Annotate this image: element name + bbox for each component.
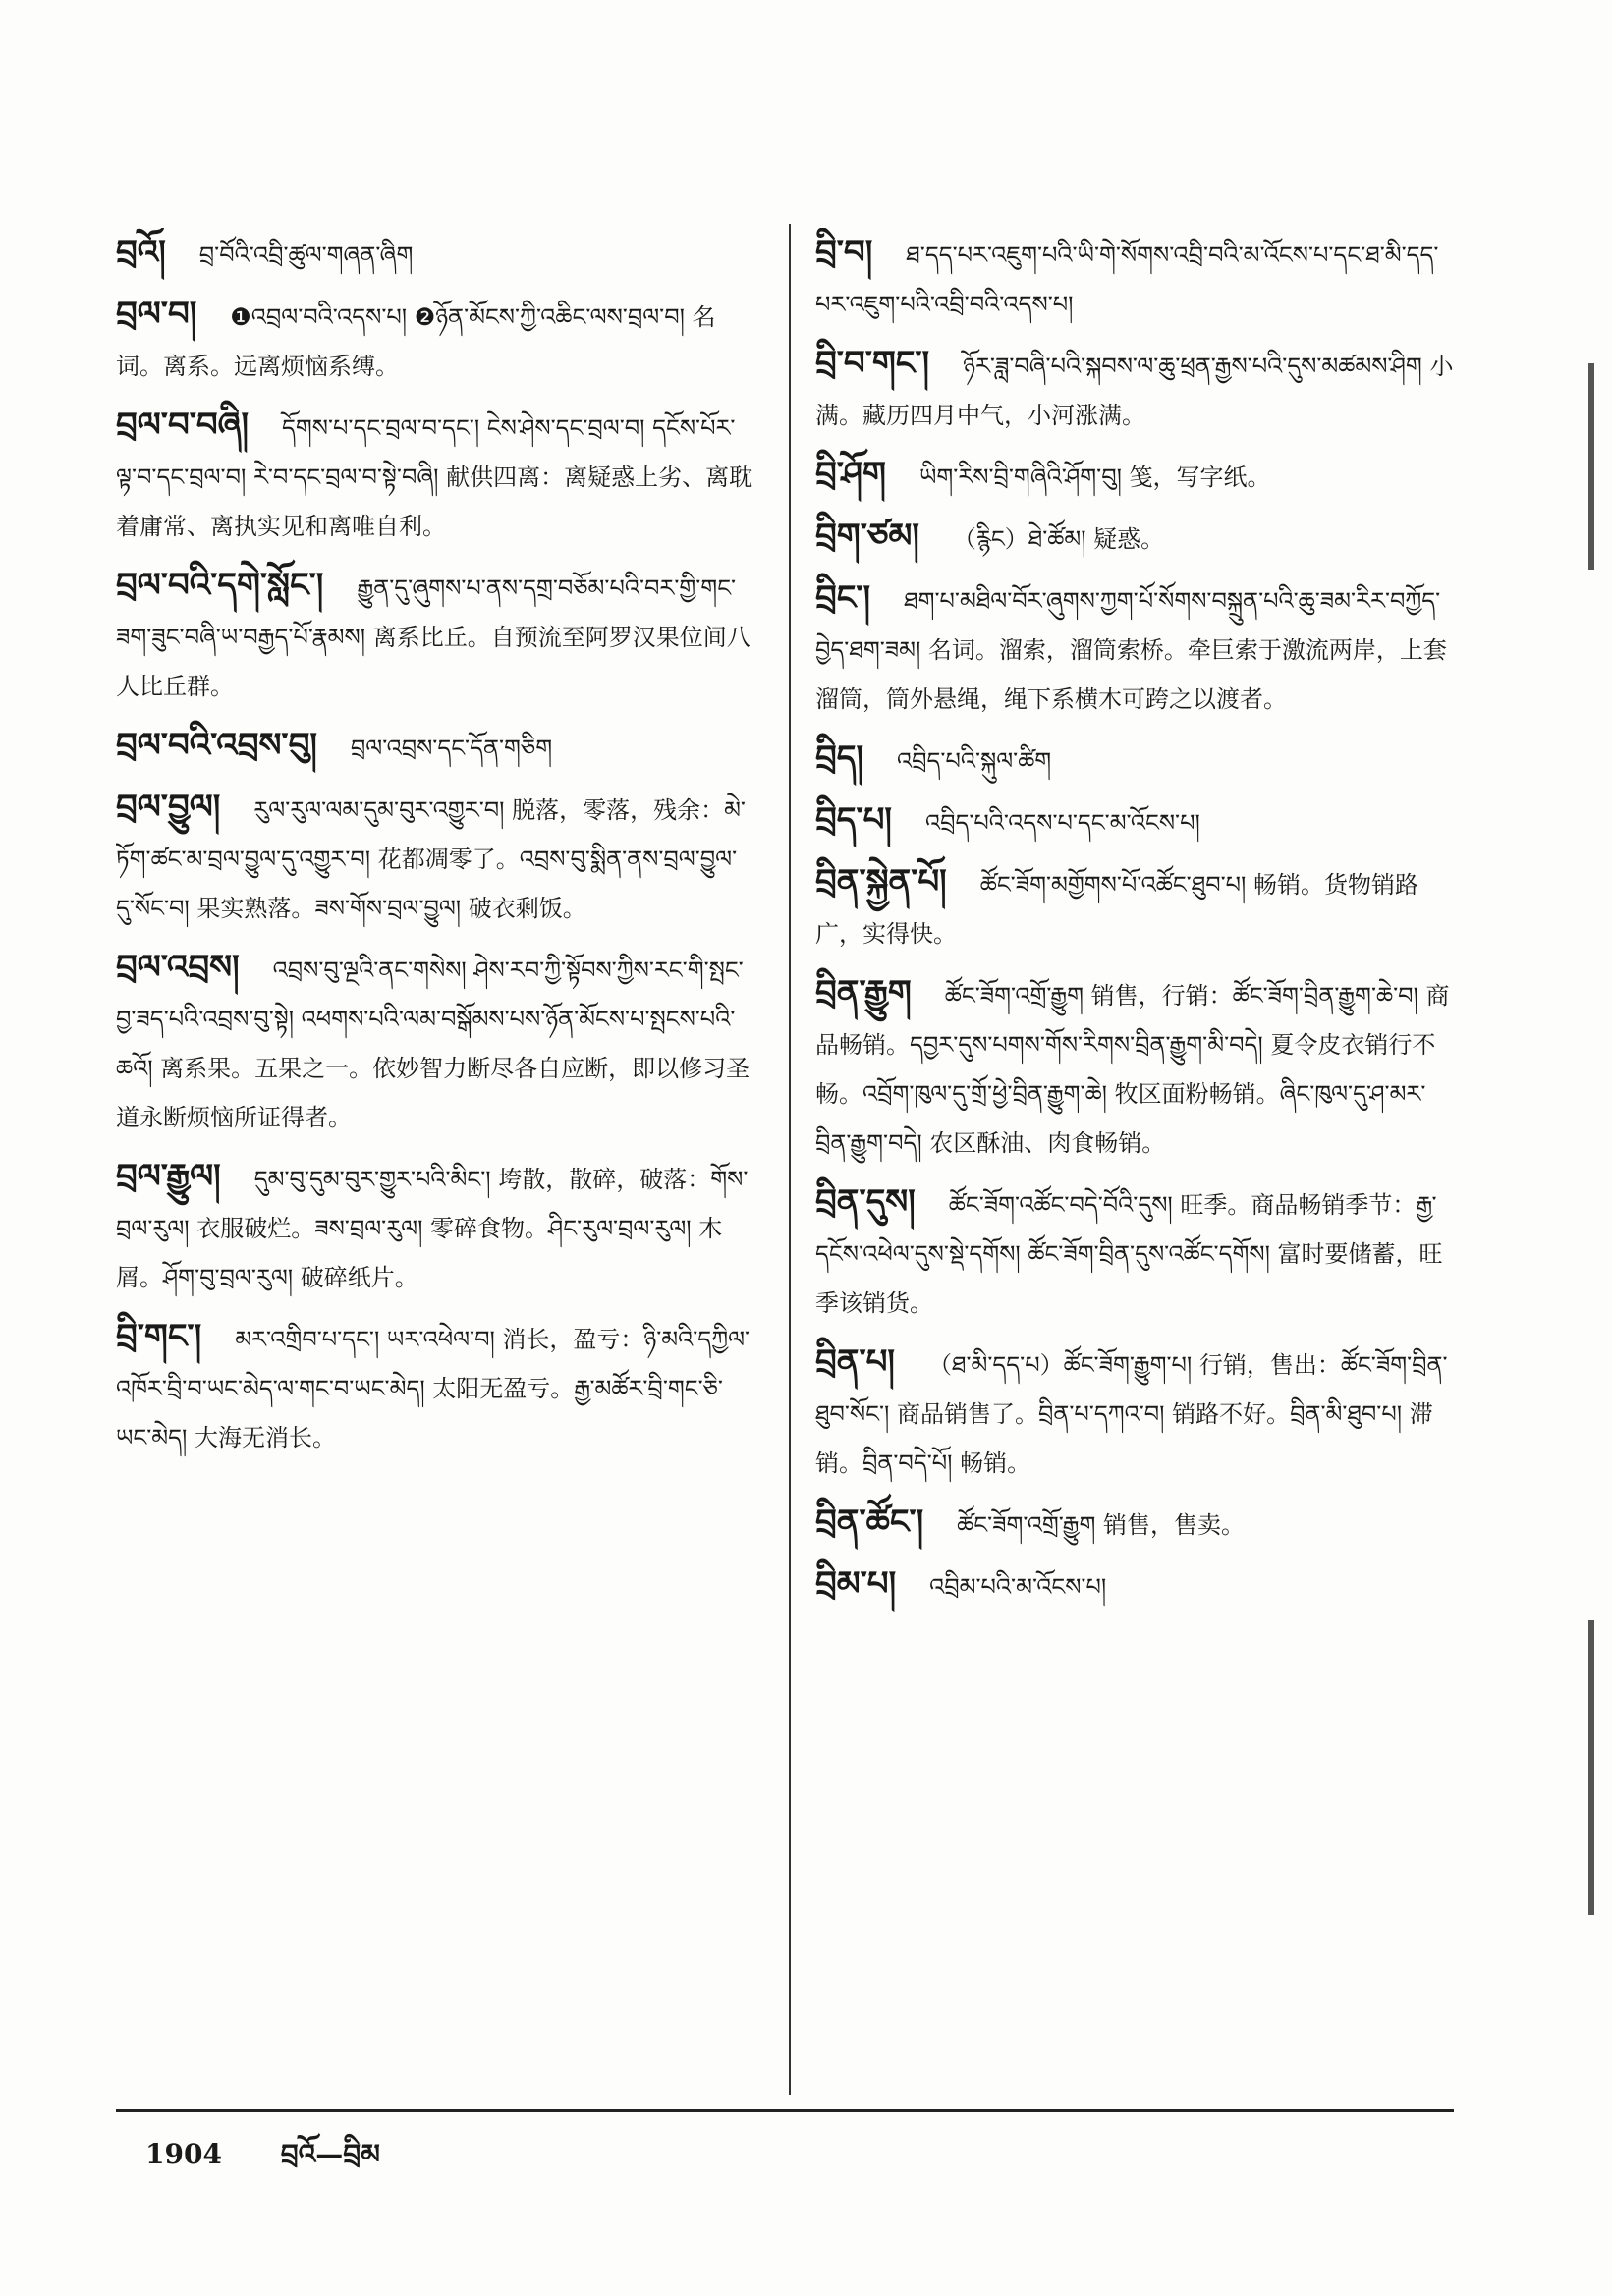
- entry-headword: བྲི་གང་།: [116, 1317, 202, 1356]
- entry-headword: བྲལ་བ་བཞི།: [116, 406, 250, 445]
- entry-headword: བྲི་བ་གང་།: [815, 344, 930, 383]
- dictionary-entry: [815, 734, 1454, 786]
- entry-headword: བྲི་ཤོག: [815, 455, 886, 494]
- page-number: 1904: [145, 2138, 222, 2170]
- dictionary-entry: [116, 1152, 754, 1302]
- running-head: བྲའོ—བྲིམ: [280, 2138, 380, 2170]
- entry-headword: བྲལ་འབྲས།: [116, 948, 240, 987]
- dictionary-entry: [815, 339, 1454, 440]
- dictionary-entry: [815, 512, 1454, 564]
- entry-definition: ཐག་པ་མཐིལ་བོར་ཞུགས་ཀྱག་པོ་སོགས་བསྐྲུན་པའི་ཆུ་ཟམ་རིར་བཀྱོད་བྱེད་ཐག་ཟམ། 名词。溜索，溜筒索桥。牵巨索于激流两岸，上套溜筒，筒外悬绳，绳下系横木可跨之以渡者。: [815, 587, 1447, 713]
- dictionary-entry: [815, 795, 1454, 847]
- dictionary-entry: [116, 228, 754, 280]
- dictionary-entry: [116, 561, 754, 711]
- dictionary-entry: [815, 968, 1454, 1168]
- entry-headword: བྲིན་པ།: [815, 1342, 895, 1382]
- entry-headword: བྲིན་རྒྱུག: [815, 973, 912, 1012]
- entry-headword: བྲལ་བྱུལ།: [116, 788, 221, 827]
- dictionary-entry: [815, 574, 1454, 724]
- page-footer: [145, 2123, 380, 2201]
- entry-headword: བྲིན་སྐྱེན་པོ།: [815, 862, 947, 902]
- left-column: [116, 228, 754, 2104]
- dictionary-entry: [815, 1338, 1454, 1488]
- entry-definition: （ཐ་མི་དད་པ）ཚོང་ཟོག་རྒྱུག་པ། 行销，售出：ཚོང་ཟོག་བྲིན་ཐུབ་སོང་། 商品销售了。བྲིན་པ་དཀའ་བ། 销路不好。བྲིན་མི་ཐུབ་པ། 滞销。བྲིན་བདེ་པོ། 畅销。: [815, 1351, 1448, 1477]
- entry-definition: བྲལ་འབྲས་དང་དོན་གཅིག: [350, 735, 553, 762]
- entry-definition: ཐ་དད་པར་འཇུག་པའི་ཡི་གེ་སོགས་འབྲི་བའི་མ་འོངས་པ་དང་ཐ་མི་དད་པར་འཇུག་པའི་འབྲི་བའི་འདས་པ།: [815, 242, 1439, 318]
- entry-definition: ❶འབྲལ་བའི་འདས་པ། ❷ཉོན་མོངས་ཀྱི་འཆིང་ལས་བྲལ་བ། 名词。离系。远离烦恼系缚。: [116, 303, 716, 380]
- entry-headword: བྲིད་པ།: [815, 800, 892, 840]
- dictionary-entry: [815, 857, 1454, 958]
- entry-definition: འབྲས་བུ་ལྔའི་ནང་གསེས། ཤེས་རབ་ཀྱི་སྟོབས་ཀྱིས་རང་གི་སྤང་བྱ་ཟད་པའི་འབྲས་བུ་སྟེ། འཕགས་པའི་ལམ་བསྒོམས་པས་ཉོན་མོངས་པ་སྤངས་པའི་ཆའོ། 离系果。五果之一。依妙智力断尽各自应断，即以修习圣道永断烦恼所证得者。: [116, 957, 750, 1131]
- dictionary-entry: [116, 783, 754, 933]
- dictionary-entry: [815, 1559, 1454, 1612]
- entry-definition: （རྙིང）ཐེ་ཚོམ། 疑惑。: [952, 525, 1165, 553]
- entry-headword: བྲལ་བའི་འབྲས་བུ།: [116, 726, 317, 765]
- entry-definition: མར་འགྲིབ་པ་དང་། ཡར་འཕེལ་བ། 消长，盈亏：ཉི་མའི་དཀྱིལ་འཁོར་བྲི་བ་ཡང་མེད་ལ་གང་བ་ཡང་མེད། 太阳无盈亏。རྒྱ་མཚོར་བྲི་གང་ཅི་ཡང་མེད། 大海无消长。: [116, 1326, 750, 1451]
- entry-definition: འབྲིམ་པའི་མ་འོངས་པ།: [929, 1573, 1107, 1601]
- dictionary-entry: [116, 1312, 754, 1462]
- entry-definition: ཚོང་ཟོག་འཚོང་བདེ་བོའི་དུས། 旺季。商品畅销季节：རྒྱ་དངོས་འཕེལ་དུས་སྡེ་དགོས། ཚོང་ཟོག་བྲིན་དུས་འཚོང་དགོས། 富时要储蓄，旺季该销货。: [815, 1191, 1443, 1317]
- entry-headword: བྲི་བ།: [815, 233, 873, 272]
- entry-definition: ཡིག་རིས་བྲི་གཞིའི་ཤོག་བུ། 笺，写字纸。: [918, 464, 1271, 491]
- entry-headword: བྲིད།: [815, 738, 864, 778]
- entry-headword: བྲའོ།: [116, 233, 166, 272]
- dictionary-entry: [815, 228, 1454, 329]
- entry-headword: བྲིན་དུས།: [815, 1182, 916, 1222]
- entry-headword: བྲལ་བའི་དགེ་སློང་།: [116, 566, 324, 605]
- dictionary-entry: [815, 1177, 1454, 1328]
- entry-definition: རྒྱུན་དུ་ཞུགས་པ་ནས་དགྲ་བཅོམ་པའི་བར་གྱི་གང་ཟག་ཟུང་བཞི་ཡ་བརྒྱད་པོ་རྣམས། 离系比丘。自预流至阿罗汉果位间八人比丘群。: [116, 574, 750, 700]
- footer-rule: [116, 2109, 1454, 2112]
- entry-definition: དོགས་པ་དང་བྲལ་བ་དང་། ངེས་ཤེས་དང་བྲལ་བ། དངོས་པོར་ལྟ་བ་དང་བྲལ་བ། རེ་བ་དང་བྲལ་བ་སྟེ་བཞི། 献供四离：离疑惑上劣、离耽着庸常、离执实见和离唯自利。: [116, 414, 753, 540]
- entry-definition: ཚོང་ཟོག་མགྱོགས་པོ་འཚོང་ཐུབ་པ། 畅销。货物销路广，实得快。: [815, 871, 1418, 948]
- entry-headword: བྲལ་བ།: [116, 295, 197, 334]
- entry-definition: ཚོང་ཟོག་འགྲོ་རྒྱུག 销售，售卖。: [957, 1511, 1245, 1539]
- entry-headword: བྲིག་ཙམ།: [815, 517, 919, 556]
- entry-definition: ཚོང་ཟོག་འགྲོ་རྒྱུག 销售，行销：ཚོང་ཟོག་བྲིན་རྒྱུག་ཆེ་བ། 商品畅销。དབྱར་དུས་པགས་གོས་རིགས་བྲིན་རྒྱུག་མི་བདེ། 夏令皮衣销行不畅。འབྲོག་ཁུལ་དུ་གྲོ་ཕྱེ་བྲིན་རྒྱུག་ཆེ། 牧区面粉畅销。ཞིང་ཁུལ་དུ་ཤ་མར་བྲིན་རྒྱུག་བདེ། 农区酥油、肉食畅销。: [815, 982, 1450, 1157]
- entry-definition: རུལ་རུལ་ལམ་དུམ་བུར་འགྱུར་བ། 脱落，零落，残余：མེ་ཏོག་ཚང་མ་བྲལ་བྱུལ་དུ་འགྱུར་བ། 花都凋零了。འབྲས་བུ་སྨིན་ནས་བྲལ་བྱུལ་དུ་སོང་བ། 果实熟落。ཟས་གོས་བྲལ་བྱུལ། 破衣剩饭。: [116, 796, 746, 922]
- column-divider: [789, 224, 791, 2095]
- entry-headword: བྲལ་རྒྱུལ།: [116, 1157, 221, 1196]
- entry-headword: བྲིན་ཚོང་།: [815, 1503, 924, 1542]
- entry-headword: བྲིང་།: [815, 578, 871, 618]
- entry-headword: བྲིམ་པ།: [815, 1564, 897, 1604]
- dictionary-entry: [116, 943, 754, 1142]
- scan-edge-mark: [1588, 363, 1594, 570]
- dictionary-entry: [116, 290, 754, 391]
- dictionary-entry: [815, 1498, 1454, 1550]
- dictionary-entry: [116, 721, 754, 773]
- entry-definition: འབྲིད་པའི་འདས་པ་དང་མ་འོངས་པ།: [924, 809, 1200, 837]
- right-column: [815, 228, 1454, 2104]
- entry-definition: བྲ་བོའི་འབྲི་ཚུལ་གཞན་ཞིག: [198, 242, 414, 269]
- entry-definition: དུམ་བུ་དུམ་བུར་གྱུར་པའི་མིང་། 垮散，散碎，破落：གོས་བྲལ་རུལ། 衣服破烂。ཟས་བྲལ་རུལ། 零碎食物。ཤིང་རུལ་བྲལ་རུལ། 木屑。ཤོག་བུ་བྲལ་རུལ། 破碎纸片。: [116, 1166, 749, 1291]
- dictionary-entry: [815, 450, 1454, 502]
- entry-definition: ཉོར་ཟླ་བཞི་པའི་སྐབས་ལ་ཆུ་ཕྲན་རྒྱས་པའི་དུས་མཚམས་ཤིག 小满。藏历四月中气，小河涨满。: [815, 353, 1454, 429]
- scan-edge-mark: [1588, 1620, 1594, 1915]
- dictionary-entry: [116, 401, 754, 551]
- entry-definition: འབྲིད་པའི་སྐུལ་ཚིག: [897, 747, 1052, 775]
